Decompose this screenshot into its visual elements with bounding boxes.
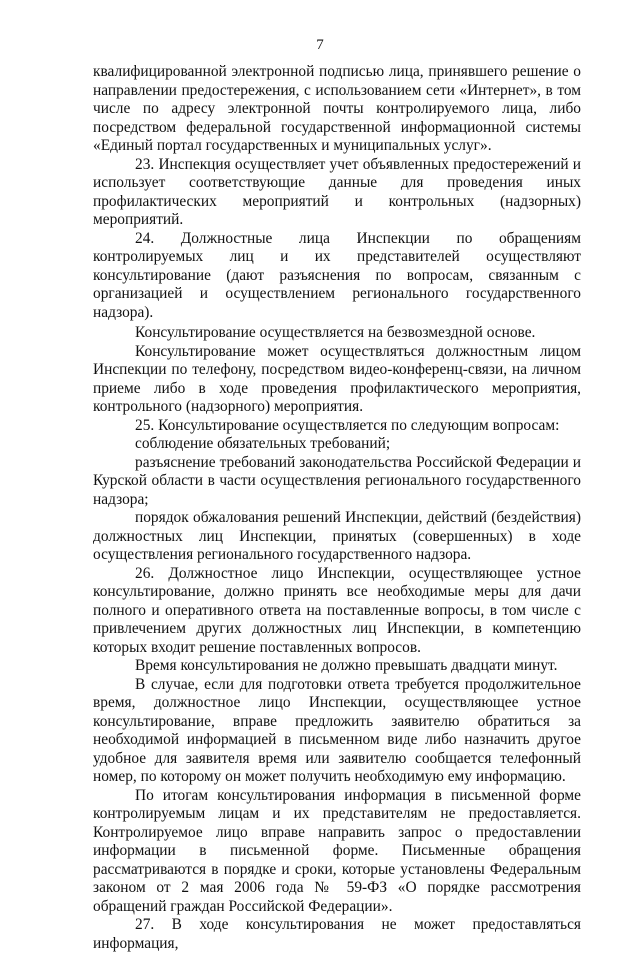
- paragraph-free-consultation: Консультирование осуществляется на безвозмездной основе.: [135, 324, 536, 341]
- paragraph-time-limit: Время консультирования не должно превышать двадцати минут.: [135, 657, 558, 674]
- paragraph-item-25: 25. Консультирование осуществляется по следующим вопросам:: [135, 416, 560, 434]
- paragraph-written-form: По итогам консультирования информация в письменной форме контролируемым лицам и их представителям не предоставляется. Контролируемое лицо вправе направить запрос о предоставлении информации в письменной форме. Письменные обращения рассматриваются в порядке и сроки, которые установлены Федеральным законом от 2 мая 2006 года № 59-ФЗ «О порядке рассмотрения обращений граждан Российской Федерации».: [93, 786, 581, 915]
- paragraph-list-item: соблюдение обязательных требований;: [135, 435, 391, 452]
- paragraph-list-item: порядок обжалования решений Инспекции, действий (бездействия) должностных лиц Инспекции, принятых (совершенных) в ходе осуществления регионального государственного надзора.: [93, 509, 581, 563]
- paragraph-item-24: 24. Должностные лица Инспекции по обращениям контролируемых лиц и их представителей осуществляют консультирование (дают разъяснения по вопросам, связанным с организацией и осуществлением регионального государственного надзора).: [93, 229, 581, 321]
- paragraph-consultation-methods: Консультирование может осуществляться должностным лицом Инспекции по телефону, посредством видео-конференц-связи, на личном приеме либо в ходе проведения профилактического мероприятия, контрольного (надзорного) мероприятия.: [93, 342, 581, 415]
- page-number: 7: [316, 37, 324, 53]
- paragraph-item-26: 26. Должностное лицо Инспекции, осуществляющее устное консультирование, должно принять все необходимые меры для дачи полного и оперативного ответа на поставленные вопросы, в том числе с привлечением других должностных лиц Инспекции, в компетенцию которых входит решение поставленных вопросов.: [93, 564, 581, 656]
- paragraph-list-item: разъяснение требований законодательства Российской Федерации и Курской области в части осуществления регионального государственного надзора;: [93, 453, 581, 508]
- paragraph-item-23: 23. Инспекция осуществляет учет объявленных предостережений и использует соответствующие данные для проведения иных профилактических мероприятий и контрольных (надзорных) мероприятий.: [93, 155, 581, 228]
- paragraph-long-answer: В случае, если для подготовки ответа требуется продолжительное время, должностное лицо Инспекции, осуществляющее устное консультирование, вправе предложить заявителю обратиться за необходимой информацией в письменном виде либо назначить другое удобное для заявителя время или заявителю сообщается телефонный номер, по которому он может получить необходимую ему информацию.: [93, 675, 581, 785]
- paragraph-item-27: 27. В ходе консультирования не может предоставляться информация,: [93, 916, 581, 952]
- paragraph-continuation: квалифицированной электронной подписью лица, принявшего решение о направлении предостережения, с использованием сети «Интернет», в том числе по адресу электронной почты контролируемого лица, либо посредством федеральной государственной информационной системы «Единый портал государственных и муниципальных услуг».: [93, 63, 581, 154]
- document-body: [93, 63, 581, 953]
